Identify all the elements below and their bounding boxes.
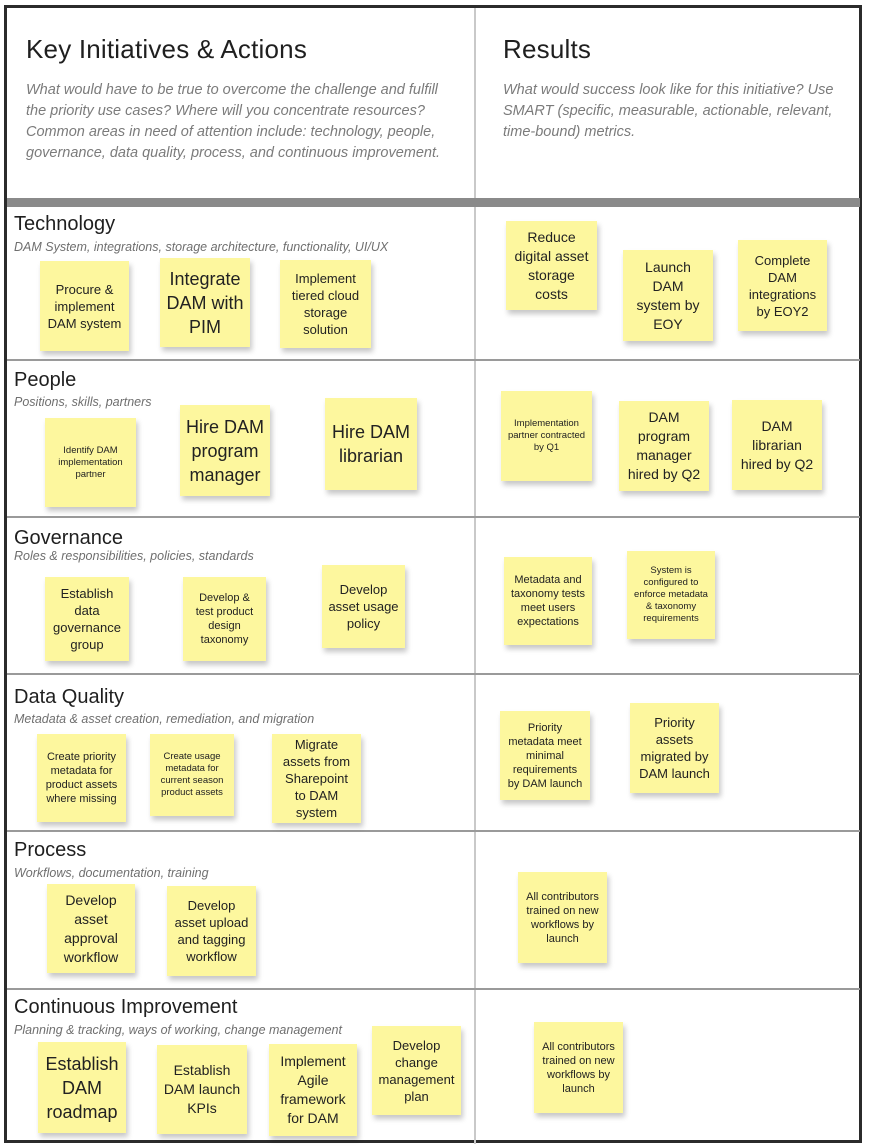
- section-title-people: People: [14, 369, 77, 391]
- section-subtitle-technology: DAM System, integrations, storage architecture, functionality, UI/UX: [14, 240, 389, 254]
- results-column-title: Results: [503, 34, 592, 64]
- sticky-note[interactable]: Identify DAM implementation partner: [45, 418, 136, 507]
- sticky-note[interactable]: Reduce digital asset storage costs: [506, 221, 597, 310]
- sticky-note[interactable]: Integrate DAM with PIM: [160, 258, 250, 347]
- section-title-governance: Governance: [14, 527, 123, 549]
- section-title-technology: Technology: [14, 213, 116, 235]
- sticky-note[interactable]: Establish DAM launch KPIs: [157, 1045, 247, 1134]
- initiatives-column-description: What would have to be true to overcome the challenge and fulfill the priority use cases? Where will you concentrate resources? Common areas in need of attention include: technology, people, governance, data quality, process, and continuous improvement.: [26, 82, 441, 161]
- column-divider: [474, 8, 476, 1144]
- sticky-note[interactable]: Hire DAM program manager: [180, 405, 270, 496]
- sticky-note[interactable]: Create usage metadata for current season product assets: [150, 734, 234, 816]
- sticky-note[interactable]: Develop change management plan: [372, 1026, 461, 1115]
- sticky-note[interactable]: Implement Agile framework for DAM: [269, 1044, 357, 1136]
- sticky-note[interactable]: DAM program manager hired by Q2: [619, 401, 709, 491]
- section-title-process: Process: [14, 839, 87, 861]
- header-divider: [7, 198, 860, 207]
- sticky-note[interactable]: DAM librarian hired by Q2: [732, 400, 822, 490]
- results-column-description: What would success look like for this initiative? Use SMART (specific, measurable, actionable, relevant, time-bound) metrics.: [503, 82, 834, 140]
- section-subtitle-data-quality: Metadata & asset creation, remediation, and migration: [14, 712, 315, 726]
- sticky-note[interactable]: Develop asset usage policy: [322, 565, 405, 648]
- sticky-note[interactable]: Complete DAM integrations by EOY2: [738, 240, 827, 331]
- sticky-note[interactable]: Migrate assets from Sharepoint to DAM system: [272, 734, 361, 823]
- initiatives-column-title: Key Initiatives & Actions: [26, 34, 308, 64]
- section-divider: [7, 673, 860, 675]
- sticky-note[interactable]: Establish DAM roadmap: [38, 1042, 126, 1133]
- section-subtitle-governance: Roles & responsibilities, policies, standards: [14, 549, 254, 563]
- section-divider: [7, 830, 860, 832]
- sticky-note[interactable]: Metadata and taxonomy tests meet users expectations: [504, 557, 592, 645]
- sticky-note[interactable]: System is configured to enforce metadata & taxonomy requirements: [627, 551, 715, 639]
- section-subtitle-process: Workflows, documentation, training: [14, 866, 209, 880]
- section-divider: [7, 516, 860, 518]
- section-title-data-quality: Data Quality: [14, 686, 125, 708]
- sticky-note[interactable]: Create priority metadata for product assets where missing: [37, 734, 126, 822]
- section-divider: [7, 359, 860, 361]
- sticky-note[interactable]: Develop asset upload and tagging workflow: [167, 886, 256, 976]
- sticky-note[interactable]: Develop asset approval workflow: [47, 884, 135, 973]
- sticky-note[interactable]: Implementation partner contracted by Q1: [501, 391, 592, 481]
- sticky-note[interactable]: Hire DAM librarian: [325, 398, 417, 490]
- sticky-note[interactable]: Develop & test product design taxonomy: [183, 577, 266, 661]
- section-divider: [7, 988, 860, 990]
- sticky-note[interactable]: Procure & implement DAM system: [40, 261, 129, 351]
- section-title-continuous-improvement: Continuous Improvement: [14, 996, 238, 1018]
- sticky-note[interactable]: Establish data governance group: [45, 577, 129, 661]
- sticky-note[interactable]: Priority assets migrated by DAM launch: [630, 703, 719, 793]
- sticky-note[interactable]: All contributors trained on new workflows by launch: [518, 872, 607, 963]
- sticky-note[interactable]: Implement tiered cloud storage solution: [280, 260, 371, 348]
- sticky-note[interactable]: All contributors trained on new workflows by launch: [534, 1022, 623, 1113]
- section-subtitle-continuous-improvement: Planning & tracking, ways of working, change management: [14, 1023, 342, 1037]
- sticky-note[interactable]: Priority metadata meet minimal requirements by DAM launch: [500, 711, 590, 800]
- section-subtitle-people: Positions, skills, partners: [14, 395, 152, 409]
- sticky-note[interactable]: Launch DAM system by EOY: [623, 250, 713, 341]
